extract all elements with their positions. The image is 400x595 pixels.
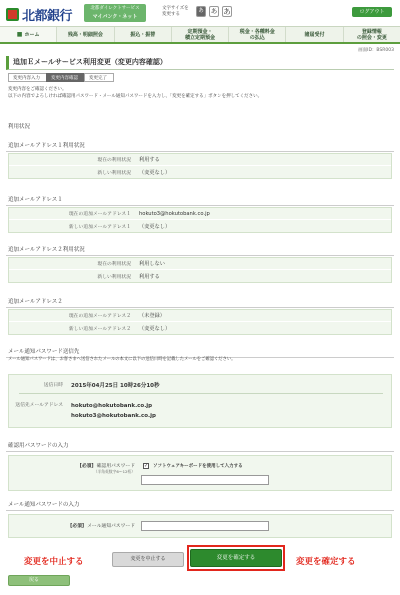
row-value: 利用しない bbox=[139, 261, 165, 267]
service-tag-line2: マイバンク・ネット bbox=[92, 14, 138, 20]
intro-text bbox=[8, 87, 262, 100]
service-tag-line1: 北都ダイレクトサービス bbox=[90, 6, 140, 11]
step-confirm: 変更内容確認 bbox=[46, 73, 85, 82]
info-row bbox=[9, 322, 391, 334]
section-title-addr2-usage: 追加メールアドレス２利用状況 bbox=[6, 245, 394, 256]
mail-pw-label-text: メール通知パスワード bbox=[87, 524, 135, 529]
divider bbox=[19, 393, 383, 394]
fontsize-label-line1: 文字サイズを bbox=[162, 6, 189, 11]
row-label: 新しい利用状況 bbox=[97, 170, 131, 176]
step-input: 変更内容入力 bbox=[8, 73, 47, 82]
dest-email: hokuto3@hokutobank.co.jp bbox=[71, 413, 156, 419]
notify-description: メール通知パスワードは、お客さまへ送信されたメールの本文に以下の送信日時を記載したメールをご確認ください。 bbox=[8, 357, 236, 362]
confirm-pw-label bbox=[9, 462, 141, 475]
send-time-row bbox=[9, 381, 391, 389]
page-title: 追加Ｅメールサービス利用変更（変更内容確認） bbox=[6, 56, 394, 70]
nav-item-notifications[interactable] bbox=[286, 27, 343, 42]
nav-item-label: ホーム bbox=[24, 31, 40, 38]
section-title-addr1-usage: 追加メールアドレス１利用状況 bbox=[6, 141, 394, 152]
screen-id: 画面ID：BSR003 bbox=[358, 48, 394, 53]
nav-item-tax-payment[interactable] bbox=[229, 27, 286, 42]
cancel-annotation: 変更を中止する bbox=[24, 557, 84, 567]
nav-item-balance[interactable] bbox=[57, 27, 114, 42]
fontsize-small-button[interactable]: あ bbox=[196, 6, 206, 17]
addr1-panel bbox=[8, 207, 392, 233]
intro-line2: 以下の内容でよろしければ確認用パスワード・メール通知パスワードを入力し、「変更を確定する」ボタンを押してください。 bbox=[8, 93, 263, 99]
nav-item-label: 残高・明細照会 bbox=[67, 31, 103, 38]
software-keyboard-label: ソフトウェアキーボードを使用して入力する bbox=[153, 464, 243, 469]
row-label: 現在の利用状況 bbox=[97, 158, 131, 163]
row-value: （未登録） bbox=[139, 313, 165, 319]
fontsize-medium-button[interactable]: あ bbox=[210, 7, 218, 15]
addr2-usage-panel bbox=[8, 257, 392, 283]
software-keyboard-checkbox[interactable]: ✓ bbox=[144, 463, 149, 469]
info-row bbox=[9, 310, 391, 322]
info-row bbox=[9, 258, 391, 270]
confirm-button[interactable]: 変更を確定する bbox=[190, 549, 282, 567]
confirm-pw-sub: （半角英数字6～12桁） bbox=[93, 469, 135, 474]
send-time-value: 2015年04月25日 10時26分10秒 bbox=[71, 383, 160, 389]
info-row bbox=[9, 220, 391, 232]
section-title-notify: メール通知パスワード送信先 bbox=[6, 347, 394, 358]
dest-email: hokuto@hokutobank.co.jp bbox=[71, 403, 153, 409]
nav-item-label: 諸届受付 bbox=[304, 31, 325, 38]
info-row bbox=[9, 166, 391, 178]
step-indicator bbox=[8, 73, 113, 82]
confirm-annotation: 変更を確定する bbox=[296, 557, 356, 567]
addr1-usage-panel bbox=[8, 153, 392, 179]
info-row bbox=[9, 270, 391, 282]
row-value: （変更なし） bbox=[139, 169, 171, 176]
row-value: hokuto3@hokutobank.co.jp bbox=[139, 210, 210, 217]
row-label: 現在の利用状況 bbox=[97, 262, 131, 267]
row-value: 利用する bbox=[139, 273, 160, 280]
fontsize-label bbox=[162, 6, 189, 18]
logout-button[interactable]: ログアウト bbox=[352, 7, 392, 17]
mail-pw-panel bbox=[8, 514, 392, 538]
info-row bbox=[9, 154, 391, 166]
home-icon: ■ bbox=[16, 30, 23, 38]
nav-item-transfer[interactable] bbox=[115, 27, 172, 42]
section-title-addr1: 追加メールアドレス１ bbox=[6, 195, 394, 206]
bank-name: 北都銀行 bbox=[22, 9, 73, 24]
row-label: 新しい利用状況 bbox=[97, 274, 131, 280]
cancel-button[interactable]: 変更を中止する bbox=[112, 552, 184, 567]
fontsize-large-button[interactable]: あ bbox=[223, 7, 231, 16]
confirm-password-input[interactable] bbox=[141, 475, 269, 485]
send-time-label: 送信日時 bbox=[43, 383, 63, 388]
info-row bbox=[9, 208, 391, 220]
dest-row bbox=[9, 401, 391, 421]
required-badge: [必須] bbox=[79, 464, 94, 469]
back-button[interactable]: 戻る bbox=[8, 575, 70, 586]
mail-password-input[interactable] bbox=[141, 521, 269, 531]
row-label: 新しい追加メールアドレス２ bbox=[68, 326, 131, 332]
nav-item-label: 振込・振替 bbox=[130, 31, 156, 38]
addr2-panel bbox=[8, 309, 392, 335]
nav-item-home[interactable] bbox=[0, 27, 57, 42]
mail-pw-label bbox=[9, 522, 141, 529]
required-badge: [必須] bbox=[70, 524, 85, 529]
fontsize-label-line2: 変更する bbox=[162, 12, 180, 17]
dest-values bbox=[71, 401, 156, 421]
confirm-pw-label-text: 確認用パスワード bbox=[96, 464, 135, 469]
nav-item-time-deposit[interactable] bbox=[172, 27, 229, 42]
main-nav bbox=[0, 26, 400, 44]
nav-item-label: 税金・各種料金 の払込 bbox=[239, 28, 275, 41]
row-label: 現在の追加メールアドレス２ bbox=[68, 314, 131, 319]
bank-logo-mark-icon bbox=[6, 8, 19, 21]
service-tag bbox=[84, 4, 146, 22]
section-title-addr2: 追加メールアドレス２ bbox=[6, 297, 394, 308]
nav-item-registration[interactable] bbox=[344, 27, 400, 42]
dest-label: 送信先メールアドレス bbox=[15, 403, 63, 408]
confirm-pw-panel bbox=[8, 455, 392, 491]
row-label: 新しい追加メールアドレス１ bbox=[68, 224, 131, 230]
section-title-mail-pw: メール通知パスワードの入力 bbox=[6, 500, 394, 511]
nav-item-label: 登録情報 の照会・変更 bbox=[356, 28, 387, 41]
row-label: 現在の追加メールアドレス１ bbox=[68, 212, 131, 217]
row-value: （変更なし） bbox=[139, 223, 171, 230]
notify-panel bbox=[8, 374, 392, 428]
section-title-confirm-pw: 確認用パスワードの入力 bbox=[6, 441, 394, 452]
intro-line1: 変更内容をご確認ください。 bbox=[8, 87, 67, 92]
step-complete: 変更完了 bbox=[84, 73, 114, 82]
row-value: （変更なし） bbox=[139, 325, 171, 332]
section-title-usage: 利用状況 bbox=[8, 124, 31, 130]
row-value: 利用する bbox=[139, 157, 160, 163]
nav-item-label: 定期預金・ 積立定期預金 bbox=[184, 28, 215, 41]
bank-logo[interactable] bbox=[6, 5, 72, 24]
